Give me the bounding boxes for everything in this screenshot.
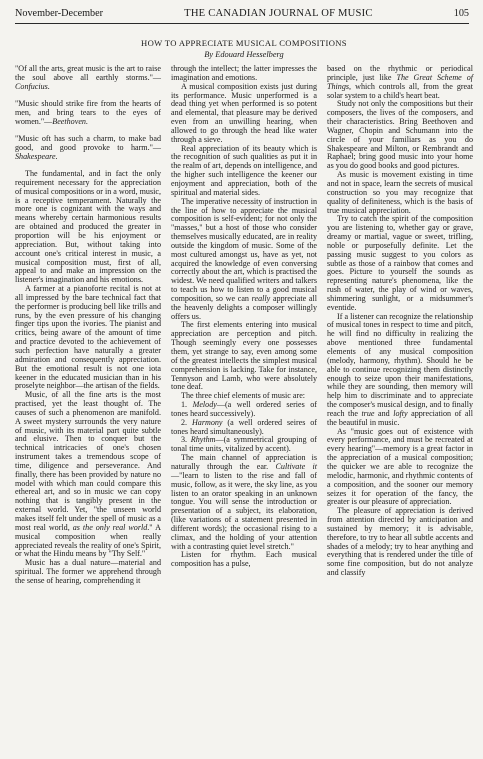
paragraph: The fundamental, and in fact the only requirement necessary for the appreciation of musical compositions or in a word, music, is a receptive temperament. Naturally the more one is cognizant with the ways and means whereby certain harmonious results are obtained and produced the greater in proportion will be his enjoyment or appreciation. But, without taking into account one's critical interest in music, a musical composition must, first of all, appeal to and make an impression on the listener's imagination and his emotions. (15, 169, 161, 285)
paragraph: As "music goes out of existence with every performance, and must be recreated at every hearing"—memory is a great factor in the appreciation of a musical composition; the quicker we are able to recognize the melodic, harmonic, and rhythmic contents of a composition, and the sooner our memory seizes it for operation of the fancy, the greater is our pleasure of appreciation. (327, 426, 473, 507)
paragraph: through the intellect; the latter impresses the imagination and emotions. (171, 64, 317, 82)
paragraph: A farmer at a pianoforte recital is not at all impressed by the bare technical fact that the performer is producing bell like trills and runs, by the even pressure of his changing finger tips upon the ivories. The pianist and critics, being aware of the amount of time and practice devoted to the achievement of such perfection have naturally a greater admiration and consequently appreciation. But the emotional result is not one iota keener in the educated musician than in his proselyte neighbor—the artisan of the fields. (15, 284, 161, 391)
paragraph: A musical composition exists just during its performance. Music unperformed is a dead thing yet when performed is so potent and elemental, that pleasure may be derived even from an unwilling hearing, when allowed to go through the head like water through a sieve. (171, 81, 317, 144)
paragraph: Study not only the compositions but their composers, the lives of the composers, and their characteristics. Bring Beethoven and Wagner, Chopin and Schumann into the circle of your familiars as you do Shakespeare and Milton, or Rembrandt and Raphael; bring good music into your home as you do good books and good pictures. (327, 99, 473, 171)
paragraph: based on the rhythmic or periodical principle, just like The Great Scheme of Things, which controls all, from the great solar system to a child's heart beat. (327, 64, 473, 100)
paragraph: The three chief elements of music are: (181, 391, 306, 401)
list-item: 1. Melody—(a well ordered series of tones heard successively). (171, 400, 318, 418)
epigraph-beethoven: "Music should strike fire from the hearts of men, and bring tears to the eyes of women."—Beethoven. (15, 99, 161, 126)
paragraph: Real appreciation of its beauty which is the recognition of such qualities as put it in the realm of art, depends on intelligence, and the higher such intelligence the keener our enjoyment and appreciation, both of the spiritual and material sides. (171, 143, 317, 197)
paragraph: Listen for rhythm. Each musical composition has a pulse, (171, 550, 317, 569)
paragraph: If a listener can recognize the relationship of musical tones in respect to time and pitch, he will find no difficulty in realizing the above mentioned three fundamental elements of any musical composition (melody, harmony, rhythm). Should he be able to continue recognizing them distinctly enough to seize upon their manifestations, while they are sounding, then memory will help him to discriminate and to appreciate the composer's musical design, and to finally reach the true and lofty appreciation of all the beautiful in music. (327, 311, 473, 427)
paragraph: As music is movement existing in time and not in space, learn the secrets of musical construction so you may recognize that quality of definiteness, which is the basis of true musical appreciation. (327, 170, 473, 215)
epigraph-shakespeare: "Music oft has such a charm, to make bad good, and good provoke to harm."—Shakespeare. (15, 134, 161, 161)
article-title: HOW TO APPRECIATE MUSICAL COMPOSITIONS (141, 38, 347, 48)
column-3 (327, 65, 473, 586)
paragraph: The imperative necessity of instruction in the line of how to appreciate the musical composition is self-evident; for not only the "masses," but a host of those who consider themselves musically educated, are in reality outside the kingdom of music. Some of the most cultured amongst us, have as yet, not acquired the knowledge of even conversing correctly about the art, which is practised the widest. We need qualified writers and talkers to teach us how to listen to a good musical composition, so we can really appreciate all the heavenly delights a composer willingly offers us. (171, 196, 317, 321)
byline: By Edouard Hesselberg (204, 50, 284, 59)
paragraph: Try to catch the spirit of the composition you are listening to, whether gay or grave, dreamy or martial, vague or sweet, trifling, noble or purposefully definite. Let the passing music suggest to you colors as subtle as those of a rainbow that comes and goes. Picture to yourself the sounds as representing nature's phenomena, like the rush of water, the play of wind or waves, shimmering sunlight, or a midsummer's eventide. (327, 214, 473, 312)
paragraph: Music, of all the fine arts is the most practised, yet the least thought of. The causes of such a phenomenon are manifold. A sweet mystery surrounds the very nature of music, with its material part quite subtle and elusive. Then to conquer but the technical intricacies of one's chosen instrument takes a tremendous scope of time, diligence and perseverance. And finally, there has been provided by nature no model with which man could compare this ethereal art, and so in music we can copy nothing that is tangibly present in the external world. Yet, "the unseen world makes itself felt under the spell of music as a most real world, as the only real world." A musical composition when really appreciated reveals the reality of one's Spirit, or what the Hindu means by "Thy Self." (15, 390, 161, 559)
page-number: 105 (453, 8, 469, 19)
list-item: 3. Rhythm—(a symmetrical grouping of tonal time units, vitalized by accent). (171, 435, 317, 454)
journal-name: THE CANADIAN JOURNAL OF MUSIC (184, 8, 373, 19)
paragraph: The first elements entering into musical appreciation are perception and pitch. Though seemingly every one possesses them, yet strange to say, even among some of the greatest intellects the simplest musical comprehension is lacking. Take for instance, Tennyson and Lamb, who were absolutely tone deaf. (171, 320, 317, 392)
issue-date: November-December (15, 8, 104, 19)
column-2 (171, 65, 317, 586)
column-1 (15, 65, 161, 586)
paragraph: The main channel of appreciation is naturally through the ear. Cultivate it—"learn to listen to the rise and fall of music, follow, as it were, the sky line, as you listen to an orator speaking in an unknown tongue. You will sense the introduction or presentation of a subject, its elaboration, (like variations of a statement presented in different words); the occasional rising to a climax, and the holding of your attention with a contrasting quiet level stretch." (171, 453, 317, 551)
article-body (15, 65, 473, 586)
paragraph: The pleasure of appreciation is derived from attention directed by anticipation and sustained by memory; it is advisable, therefore, to try to hear all subtle accents and shades of a melody; try to hear anything and everything that is rendered under the title of some fine composition, but do not analyze and classify (327, 506, 473, 578)
epigraph-confucius: "Of all the arts, great music is the art to raise the soul above all earthly storms."—Confucius. (15, 64, 161, 91)
list-item: 2. Harmony (a well ordered seires of tones heard simultaneously). (171, 417, 317, 436)
running-head (15, 8, 469, 24)
paragraph: Music has a dual nature—material and spiritual. The former we apprehend through the sense of hearing, comprehending it (15, 558, 161, 585)
